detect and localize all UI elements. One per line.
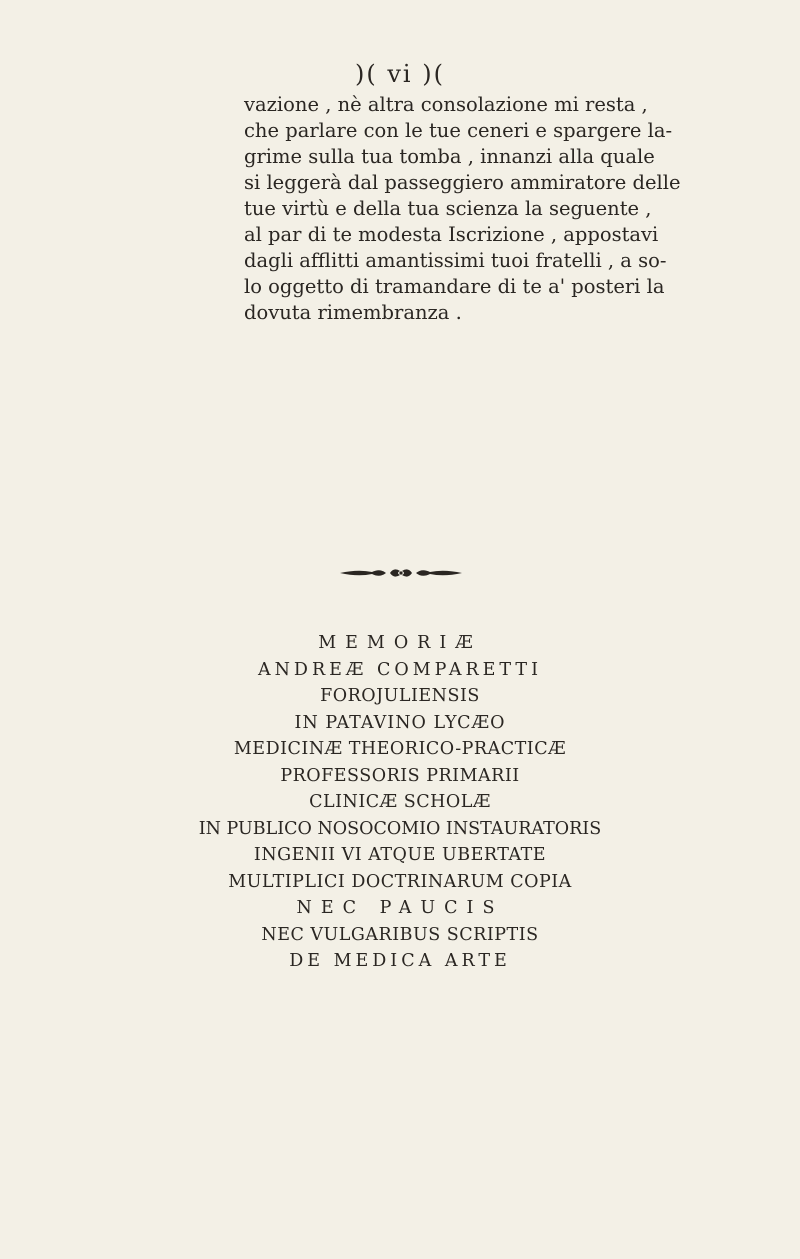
prose-line: al par di te modesta Iscrizione , appostavi	[244, 223, 659, 246]
inscription-line: IN PUBLICO NOSOCOMIO INSTAURATORIS	[198, 818, 602, 839]
prose-line: che parlare con le tue ceneri e spargere la-	[244, 119, 673, 142]
prose-line: grime sulla tua tomba , innanzi alla quale	[244, 145, 655, 168]
inscription-line: MEDICINÆ THEORICO-PRACTICÆ	[233, 739, 567, 759]
prose-line: dagli afflitti amantissimi tuoi fratelli , a so-	[244, 249, 667, 272]
prose-line: lo oggetto di tramandare di te a' posteri la	[244, 275, 665, 298]
inscription-line: FOROJULIENSIS	[320, 686, 480, 706]
inscription-line: MULTIPLICI DOCTRINARUM COPIA	[228, 871, 572, 892]
inscription-line: INGENII VI ATQUE UBERTATE	[253, 845, 547, 865]
memorial-inscription	[0, 630, 800, 975]
prose-line: tue virtù e della tua scienza la seguente ,	[244, 197, 652, 220]
inscription-line: NEC PAUCIS	[296, 898, 504, 918]
inscription-line: NEC VULGARIBUS SCRIPTIS	[261, 924, 539, 945]
inscription-line: DE MEDICA ARTE	[289, 951, 511, 971]
inscription-line: CLINICÆ SCHOLÆ	[309, 792, 491, 812]
fleuron-divider-icon	[338, 565, 464, 581]
running-head: )( vi )(	[355, 60, 445, 88]
prose-line: dovuta rimembranza .	[244, 301, 462, 324]
inscription-line: MEMORIÆ	[318, 633, 482, 653]
prose-paragraph	[244, 92, 681, 326]
inscription-line: IN PATAVINO LYCÆO	[294, 712, 506, 733]
prose-line: si leggerà dal passeggiero ammiratore delle	[244, 171, 681, 194]
inscription-line: ANDREÆ COMPARETTI	[257, 659, 542, 680]
prose-line: vazione , nè altra consolazione mi resta ,	[244, 93, 648, 116]
inscription-line: PROFESSORIS PRIMARII	[280, 765, 520, 786]
